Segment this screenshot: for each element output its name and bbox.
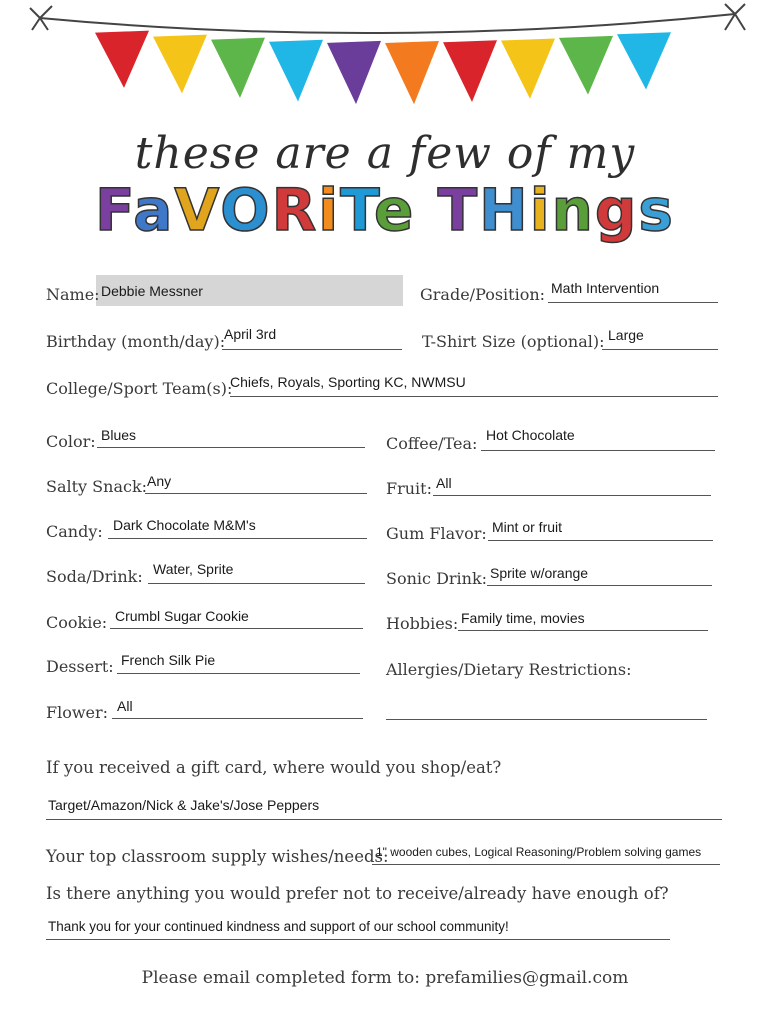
title-letter: H [479, 176, 530, 244]
gum-line [488, 540, 713, 541]
title-letter: s [638, 176, 675, 244]
cookie-line [110, 628, 363, 629]
dessert-label: Dessert: [46, 657, 114, 676]
title-letter: V [174, 176, 221, 244]
supply-line [372, 864, 720, 865]
grade-value[interactable]: Math Intervention [551, 280, 660, 296]
birthday-value[interactable]: April 3rd [224, 326, 277, 342]
title-letter: g [594, 176, 639, 244]
pennant-flag [211, 38, 265, 98]
hobbies-value[interactable]: Family time, movies [461, 610, 585, 626]
hobbies-label: Hobbies: [386, 614, 459, 633]
notreceive-line [46, 939, 670, 940]
title-letter: F [95, 176, 134, 244]
dessert-line [117, 673, 360, 674]
sonic-value[interactable]: Sprite w/orange [490, 565, 589, 581]
salty-value[interactable]: Any [147, 473, 172, 489]
hobbies-line [458, 630, 708, 631]
flower-label: Flower: [46, 703, 109, 722]
candy-label: Candy: [46, 522, 103, 541]
candy-line [108, 538, 367, 539]
tshirt-label: T-Shirt Size (optional): [422, 332, 605, 351]
flower-value[interactable]: All [117, 698, 133, 714]
coffee-value[interactable]: Hot Chocolate [486, 427, 575, 443]
candy-value[interactable]: Dark Chocolate M&M's [113, 517, 256, 533]
allergies-label: Allergies/Dietary Restrictions: [386, 660, 632, 679]
title-letter: R [271, 176, 319, 244]
salty-label: Salty Snack: [46, 477, 148, 496]
fruit-label: Fruit: [386, 479, 432, 498]
coffee-line [481, 450, 715, 451]
pennant-flag [617, 32, 671, 89]
allergies-line [386, 719, 707, 720]
notreceive-label: Is there anything you would prefer not to receive/already have enough of? [46, 884, 669, 903]
pennant-flag [153, 35, 207, 94]
pennant-flag [385, 41, 439, 104]
cookie-value[interactable]: Crumbl Sugar Cookie [115, 608, 249, 624]
sonic-label: Sonic Drink: [386, 569, 488, 588]
soda-line [148, 583, 365, 584]
title-script: these are a few of my [134, 128, 636, 179]
birthday-label: Birthday (month/day): [46, 332, 226, 351]
college-line [230, 396, 718, 397]
grade-line [548, 302, 718, 303]
grade-label: Grade/Position: [420, 285, 546, 304]
giftcard-line [46, 819, 722, 820]
title-letter: T [437, 176, 480, 244]
sonic-line [487, 585, 712, 586]
title-letter [415, 176, 437, 244]
supply-label: Your top classroom supply wishes/needs: [46, 847, 389, 866]
birthday-line [222, 349, 402, 350]
name-value[interactable]: Debbie Messner [101, 283, 203, 299]
salty-line [145, 493, 367, 494]
notreceive-value[interactable]: Thank you for your continued kindness and support of our school community! [48, 919, 509, 934]
fruit-value[interactable]: All [436, 475, 452, 491]
tshirt-line [602, 349, 718, 350]
bow-right-icon [725, 4, 745, 30]
pennant-banner [0, 0, 770, 130]
title-favorite-things [0, 176, 770, 244]
title-letter: T [340, 176, 375, 244]
title-letter: a [133, 176, 175, 244]
title-letter: O [220, 176, 272, 244]
title-letter: n [551, 176, 595, 244]
pennant-flag [269, 40, 323, 102]
pennant-flag [559, 36, 613, 95]
soda-value[interactable]: Water, Sprite [153, 561, 234, 577]
supply-value[interactable]: 1" wooden cubes, Logical Reasoning/Problem solving games [376, 845, 702, 859]
color-value[interactable]: Blues [101, 427, 137, 443]
title-letter: i [318, 176, 341, 244]
coffee-label: Coffee/Tea: [386, 434, 478, 453]
gum-value[interactable]: Mint or fruit [492, 519, 563, 535]
title-letter: e [374, 176, 416, 244]
college-value[interactable]: Chiefs, Royals, Sporting KC, NWMSU [230, 374, 466, 390]
pennant-flag [443, 40, 497, 102]
soda-label: Soda/Drink: [46, 567, 143, 586]
flower-line [112, 718, 363, 719]
pennant-flag [501, 39, 555, 99]
color-label: Color: [46, 432, 96, 451]
college-label: College/Sport Team(s): [46, 379, 233, 398]
title-letter: i [529, 176, 552, 244]
fruit-line [433, 495, 711, 496]
cookie-label: Cookie: [46, 613, 108, 632]
tshirt-value[interactable]: Large [608, 327, 644, 343]
dessert-value[interactable]: French Silk Pie [121, 652, 216, 668]
pennant-flag [327, 41, 381, 104]
color-line [97, 447, 365, 448]
giftcard-value[interactable]: Target/Amazon/Nick & Jake's/Jose Peppers [48, 797, 320, 813]
name-label: Name: [46, 285, 100, 304]
footer-email-note: Please email completed form to: prefamilies@gmail.com [141, 968, 629, 988]
gum-label: Gum Flavor: [386, 524, 487, 543]
pennant-flag [95, 31, 149, 88]
giftcard-label: If you received a gift card, where would you shop/eat? [46, 758, 502, 777]
